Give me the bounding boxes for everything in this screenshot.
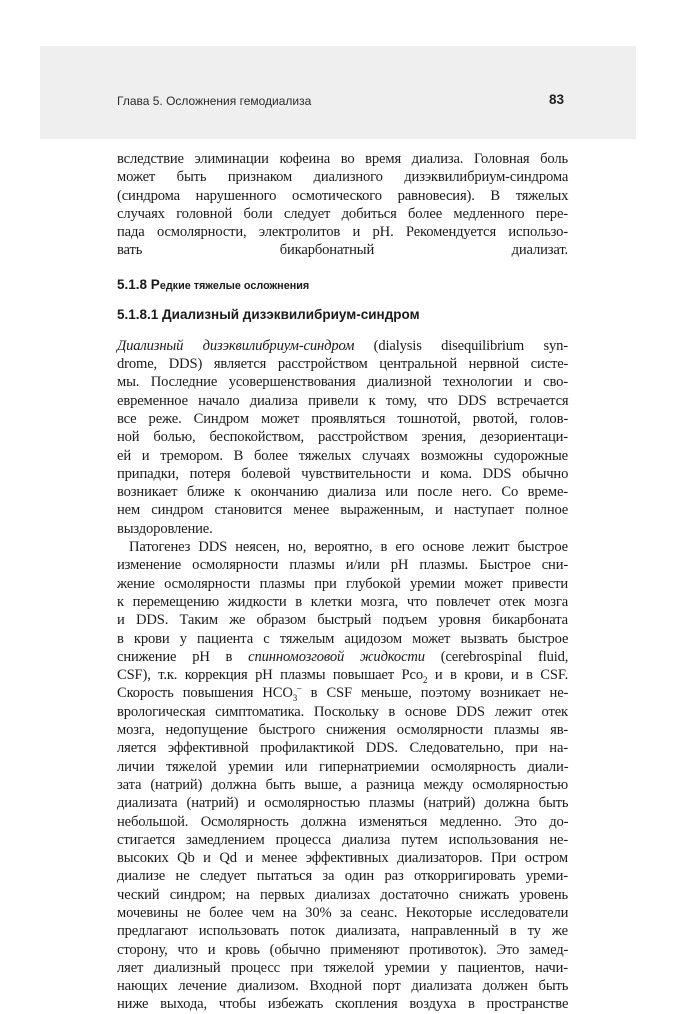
text-line: вать бикарбонатный диализат. <box>117 242 568 259</box>
text-line: случаях головной боли следует добиться более медленного пере- <box>117 205 568 222</box>
text-line: снижение pH в спинномозговой жидкости (cerebrospinal fluid, <box>117 648 569 665</box>
italic-term: Диализный дизэквилибриум-синдром <box>117 337 355 354</box>
subsection-heading-5-1-8-1: 5.1.8.1 Диализный дизэквилибриум-синдром <box>117 306 420 322</box>
text-line: припадки, потеря болевой чувствительности и кома. DDS обычно <box>117 465 569 482</box>
text-line: (синдрома нарушенного осмотического равновесия). В тяжелых <box>117 187 569 204</box>
text-line: предлагают использовать поток диализата, направленный в ту же <box>117 923 568 940</box>
text-line: CSF), т.к. коррекция pH плазмы повышает Pco$_2$ и в крови, и в CSF. <box>117 667 569 686</box>
text-line: мы. Последние усовершенствования диализной технологии и сво- <box>117 374 568 391</box>
text-line: мочевины не более чем на 30% за сеанс. Некоторые исследователи <box>117 904 569 921</box>
text-line: ляется эффективной профилактикой DDS. Следовательно, при на- <box>117 740 568 757</box>
section-number: 5.1.8 <box>117 276 148 292</box>
page-number: 83 <box>548 92 564 107</box>
text-line: ей и тремором. В более тяжелых случаях возможны судорожные <box>117 447 568 464</box>
section-heading-5-1-8 <box>117 277 568 297</box>
text-line: выздоровление. <box>117 520 213 537</box>
text-line: евременное начало диализа привели к тому, что DDS встречается <box>117 392 569 409</box>
text-line: возникает ближе к окончанию диализа или после него. Со време- <box>117 484 568 501</box>
text-line: жение осмолярности плазмы при глубокой уремии может привести <box>117 575 568 592</box>
text-line: к перемещению жидкости в клетки мозга, что повлечет отек мозга <box>117 593 569 610</box>
text-line: нающих лечение диализом. Входной порт диализата должен быть <box>117 978 569 995</box>
text-line: сторону, что и кровь (обычно применяют противоток). Это замед- <box>117 941 569 958</box>
text-line: врологическая симптоматика. Поскольку в основе DDS лежит отек <box>117 703 568 720</box>
text-line: и DDS. Таким же образом быстрый подъем уровня бикарбоната <box>117 612 568 629</box>
paragraph-intro <box>117 150 568 260</box>
paragraph-pathogenesis <box>117 538 568 1014</box>
text-line: диализата (натрий) и осмолярностью плазмы (натрий) должна быть <box>117 795 569 812</box>
section-title: Редкие тяжелые осложнения <box>150 276 310 292</box>
text-line: диализе не следует пытаться за один раз откорригировать уреми- <box>117 868 568 885</box>
text-line: нем синдром становится менее выраженным, и наступает полное <box>117 502 569 519</box>
text-line: ниже выхода, чтобы избежать скопления воздуха в пространстве <box>117 996 569 1013</box>
text-line: Скорость повышения $HCO_3^-$ в CSF меньше, поэтому возникает не- <box>117 683 569 704</box>
italic-term: спинномозговой жидкости <box>248 648 425 665</box>
text-line: пада осмолярности, электролитов и pH. Рекомендуется использо- <box>117 224 568 241</box>
text-line: ческий синдром; на первых диализах достаточно снижать уровень <box>117 886 568 903</box>
page-body <box>117 150 568 1014</box>
text-line: ной болью, беспокойством, расстройством зрения, дезориентаци- <box>117 429 568 446</box>
text-line: мозга, недопущение быстрого снижения осмолярности плазмы яв- <box>117 722 569 739</box>
text-line: изменение осмолярности плазмы и/или pH плазмы. Быстрое сни- <box>117 557 569 574</box>
text-line: вследствие элиминации кофеина во время диализа. Головная боль <box>117 151 568 167</box>
text-line: Диализный дизэквилибриум-синдром (dialysis disequilibrium syn- <box>117 337 568 354</box>
text-line: Патогенез DDS неясен, но, вероятно, в его основе лежит быстрое <box>129 539 568 556</box>
page-header <box>40 46 636 139</box>
text-line: может быть признаком диализного дизэквилибриум-синдрома <box>117 169 569 186</box>
text-line: высоких Qb и Qd и менее эффективных диализаторов. При остром <box>117 850 568 867</box>
text-line: drome, DDS) является расстройством центральной нервной систе- <box>117 356 569 373</box>
text-line: небольшой. Осмолярность должна изменяться медленно. Это до- <box>117 813 569 830</box>
text-line: стигается замедлением процесса диализа путем использования не- <box>117 831 569 848</box>
text-line: все реже. Синдром может проявляться тошнотой, рвотой, голов- <box>117 410 569 427</box>
running-header-title: Глава 5. Осложнения гемодиализа <box>117 94 312 108</box>
text-line: ляет диализный процесс при тяжелой уремии у пациентов, начи- <box>117 959 568 976</box>
text-line: в крови у пациента с тяжелым ацидозом может вызвать быстрое <box>117 630 569 647</box>
text-line: зата (натрий) должна быть выше, а разница между осмолярностью <box>117 776 568 793</box>
text-line: личии тяжелой уремии или гипернатриемии осмолярность диали- <box>117 758 569 775</box>
paragraph-dds-definition <box>117 337 568 538</box>
